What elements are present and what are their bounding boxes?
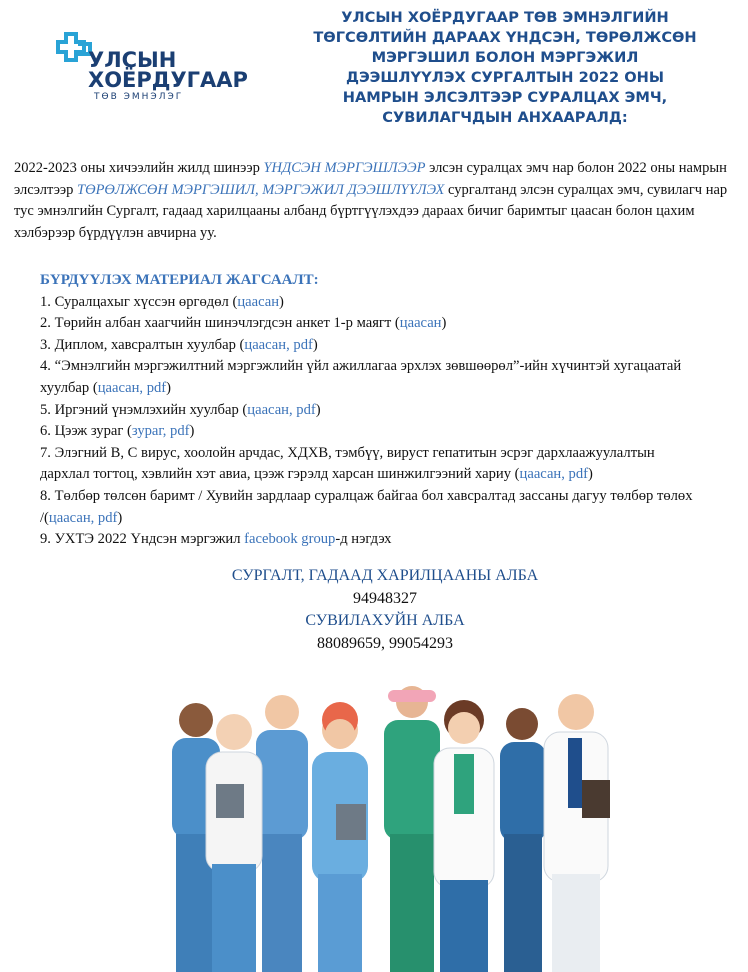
hospital-logo	[50, 26, 248, 102]
materials-list	[40, 270, 746, 551]
item-text-line-2: /(	[40, 509, 49, 526]
list-item-continuation	[40, 508, 746, 530]
intro-paragraph	[14, 158, 744, 244]
item-text-line-2: хуулбар (	[40, 379, 98, 396]
list-item-continuation	[40, 464, 746, 486]
title-line-5: НАМРЫН ЭЛСЭЛТЭЭР СУРАЛЦАХ ЭМЧ,	[342, 89, 668, 106]
item-text: 1. Суралцахыг хүссэн өргөдөл (	[40, 293, 238, 310]
format-link[interactable]: цаасан, pdf	[48, 509, 118, 526]
item-tail: )	[166, 379, 172, 396]
item-tail: )	[189, 423, 195, 440]
title-line-2: ТӨГСӨЛТИЙН ДАРААХ ҮНДСЭН, ТӨРӨЛЖСӨН	[313, 29, 697, 46]
item-tail: )	[117, 509, 123, 526]
facebook-group-link[interactable]: facebook group	[244, 531, 336, 548]
item-text: 6. Цээж зураг (	[40, 423, 132, 440]
item-text: 3. Диплом, хавсралтын хуулбар (	[40, 336, 245, 353]
nursing-dept-phone: 88089659, 99054293	[317, 634, 453, 652]
announcement-title	[270, 8, 740, 128]
format-link[interactable]: цаасан, pdf	[244, 336, 313, 353]
item-text: 4. “Эмнэлгийн мэргэжилтний мэргэжлийн үйл ажиллагаа эрхлэх зөвшөөрөл”-ийн хүчинтэй хугацаатай	[40, 358, 682, 375]
title-line-3: МЭРГЭШИЛ БОЛОН МЭРГЭЖИЛ	[371, 49, 639, 66]
format-link[interactable]: зураг, pdf	[131, 423, 190, 440]
item-text: 7. Элэгний B, C вирус, хоолойн арчдас, ХДХВ, тэмбүү, вируст гепатитын эсрэг дархлаажуулалтын	[40, 444, 655, 461]
logo-line-2: ХОЁРДУГААР	[88, 68, 248, 92]
format-link[interactable]: цаасан, pdf	[247, 401, 316, 418]
list-item	[40, 335, 746, 357]
item-text: 2. Төрийн албан хаагчийн шинэчлэгдсэн анкет 1-р маягт (	[40, 315, 400, 332]
list-item	[40, 400, 746, 422]
title-line-1: УЛСЫН ХОЁРДУГААР ТӨВ ЭМНЭЛГИЙН	[341, 9, 669, 26]
item-tail: )	[441, 315, 447, 332]
doctor-figure	[384, 686, 440, 972]
intro-text-3: сургалтанд элсэн суралцах эмч, сувилагч нар тус эмнэлгийн Сургалт, гадаад харилцааны албанд бүртгүүлэхдээ дараах бичиг баримтыг цаасан болон цахим хэлбэрээр бүрдүүлэн авчирна уу.	[14, 181, 728, 241]
training-dept-name: СУРГАЛТ, ГАДААД ХАРИЛЦААНЫ АЛБА	[231, 567, 539, 584]
item-tail: -д нэгдэх	[335, 531, 392, 548]
format-link[interactable]: цаасан	[237, 293, 280, 310]
format-link[interactable]: цаасан, pdf	[519, 466, 588, 483]
item-tail: )	[315, 401, 321, 418]
doctor-figure	[312, 702, 368, 972]
list-item	[40, 313, 746, 335]
logo-line-3: ТӨВ ЭМНЭЛЭГ	[94, 92, 184, 102]
medical-staff-illustration	[114, 684, 634, 972]
logo-line-1: УЛСЫН	[88, 48, 177, 72]
item-text-line-2: дархлал тогтоц, хэвлийн хэт авиа, цээж гэрэлд харсан шинжилгээний хариу (	[40, 466, 520, 483]
contacts-block	[160, 565, 610, 655]
title-line-6: СУВИЛАГЧДЫН АНХААРАЛД:	[382, 109, 628, 126]
doctor-figure	[500, 708, 546, 972]
list-item	[40, 292, 746, 314]
item-text: 8. Төлбөр төлсөн баримт / Хувийн зардлаар суралцаж байгаа бол хавсралтад зассаны дагуу төлбөр төлөх	[40, 487, 693, 504]
intro-text-1: 2022-2023 оны хичээлийн жилд шинээр	[14, 160, 264, 176]
title-line-4: ДЭЭШЛҮҮЛЭХ СУРГАЛТЫН 2022 ОНЫ	[345, 69, 665, 86]
doctor-figure	[256, 695, 308, 972]
doctor-figure	[544, 694, 610, 972]
item-tail: )	[312, 336, 318, 353]
list-item	[40, 421, 746, 443]
list-item	[40, 356, 746, 378]
intro-highlight-2: ТӨРӨЛЖСӨН МЭРГЭШИЛ, МЭРГЭЖИЛ ДЭЭШЛҮҮЛЭХ	[77, 181, 445, 198]
item-text: 9. УХТЭ 2022 Үндсэн мэргэжил	[40, 531, 245, 548]
format-link[interactable]: цаасан, pdf	[97, 379, 167, 396]
intro-text-2: элсэн суралцах эмч нар болон 2022 оны намрын элсэлтээр	[14, 160, 727, 198]
item-text: 5. Иргэний үнэмлэхийн хуулбар (	[40, 401, 248, 418]
intro-highlight-1: ҮНДСЭН МЭРГЭШЛЭЭР	[263, 160, 426, 176]
nursing-dept-name: СУВИЛАХУЙН АЛБА	[305, 612, 465, 629]
format-link[interactable]: цаасан	[399, 315, 442, 332]
item-tail: )	[279, 293, 284, 310]
list-item-continuation	[40, 378, 746, 400]
list-item	[40, 486, 746, 508]
doctor-figure	[434, 700, 494, 972]
item-tail: )	[588, 466, 593, 483]
training-dept-phone: 94948327	[353, 589, 417, 607]
list-item	[40, 529, 746, 551]
materials-heading: БҮРДҮҮЛЭХ МАТЕРИАЛ ЖАГСААЛТ:	[40, 272, 319, 288]
list-item	[40, 443, 746, 465]
